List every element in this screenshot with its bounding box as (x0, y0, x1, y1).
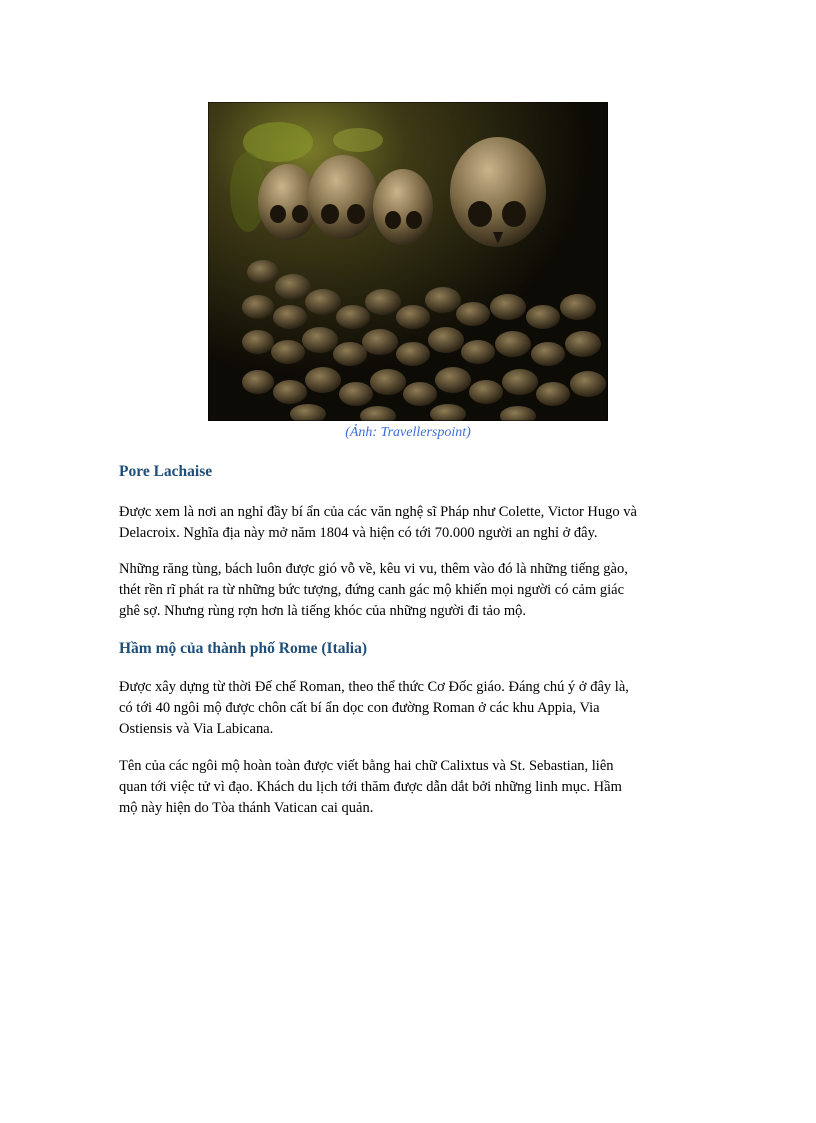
paragraph-pore-lachaise-atmosphere (119, 559, 695, 622)
section-heading-pore-lachaise: Pore Lachaise (119, 463, 213, 480)
paragraph-line: Delacroix. Nghĩa địa này mở năm 1804 và hiện có tới 70.000 người an nghỉ ở đây. (119, 525, 598, 541)
paragraph-line: Những răng tùng, bách luôn được gió vỗ về, kêu vi vu, thêm vào đó là những tiếng gào, (119, 561, 628, 577)
photo-caption: (Ảnh: Travellerspoint) (345, 425, 471, 440)
paragraph-line: Được xây dựng từ thời Đế chế Roman, theo thể thức Cơ Đốc giáo. Đáng chú ý ở đây là, (119, 679, 629, 695)
paragraph-line: Được xem là nơi an nghỉ đầy bí ẩn của các văn nghệ sĩ Pháp như Colette, Victor Hugo và (119, 504, 637, 520)
paragraph-line: có tới 40 ngôi mộ được chôn cất bí ẩn dọc con đường Roman ở các khu Appia, Via (119, 700, 600, 716)
section-heading-rome-catacombs: Hầm mộ của thành phố Rome (Italia) (119, 640, 368, 657)
paragraph-rome-names (119, 756, 695, 819)
paragraph-rome-history (119, 677, 695, 740)
paragraph-line: ghê sợ. Nhưng rùng rợn hơn là tiếng khóc của những người đi tảo mộ. (119, 603, 527, 619)
paragraph-line: thét rền rĩ phát ra từ những bức tượng, đứng canh gác mộ khiến mọi người có cảm giác (119, 582, 625, 598)
paragraph-line: Ostiensis và Via Labicana. (119, 721, 274, 737)
paragraph-line: mộ này hiện do Tòa thánh Vatican cai quản. (119, 800, 374, 816)
paragraph-pore-lachaise-intro (119, 502, 695, 544)
paragraph-line: Tên của các ngôi mộ hoàn toàn được viết bằng hai chữ Calixtus và St. Sebastian, liên (119, 758, 614, 774)
paragraph-line: quan tới việc tử vì đạo. Khách du lịch tới thăm được dẫn dắt bởi những linh mục. Hầm (119, 779, 622, 795)
catacomb-skulls-photo (208, 102, 608, 421)
